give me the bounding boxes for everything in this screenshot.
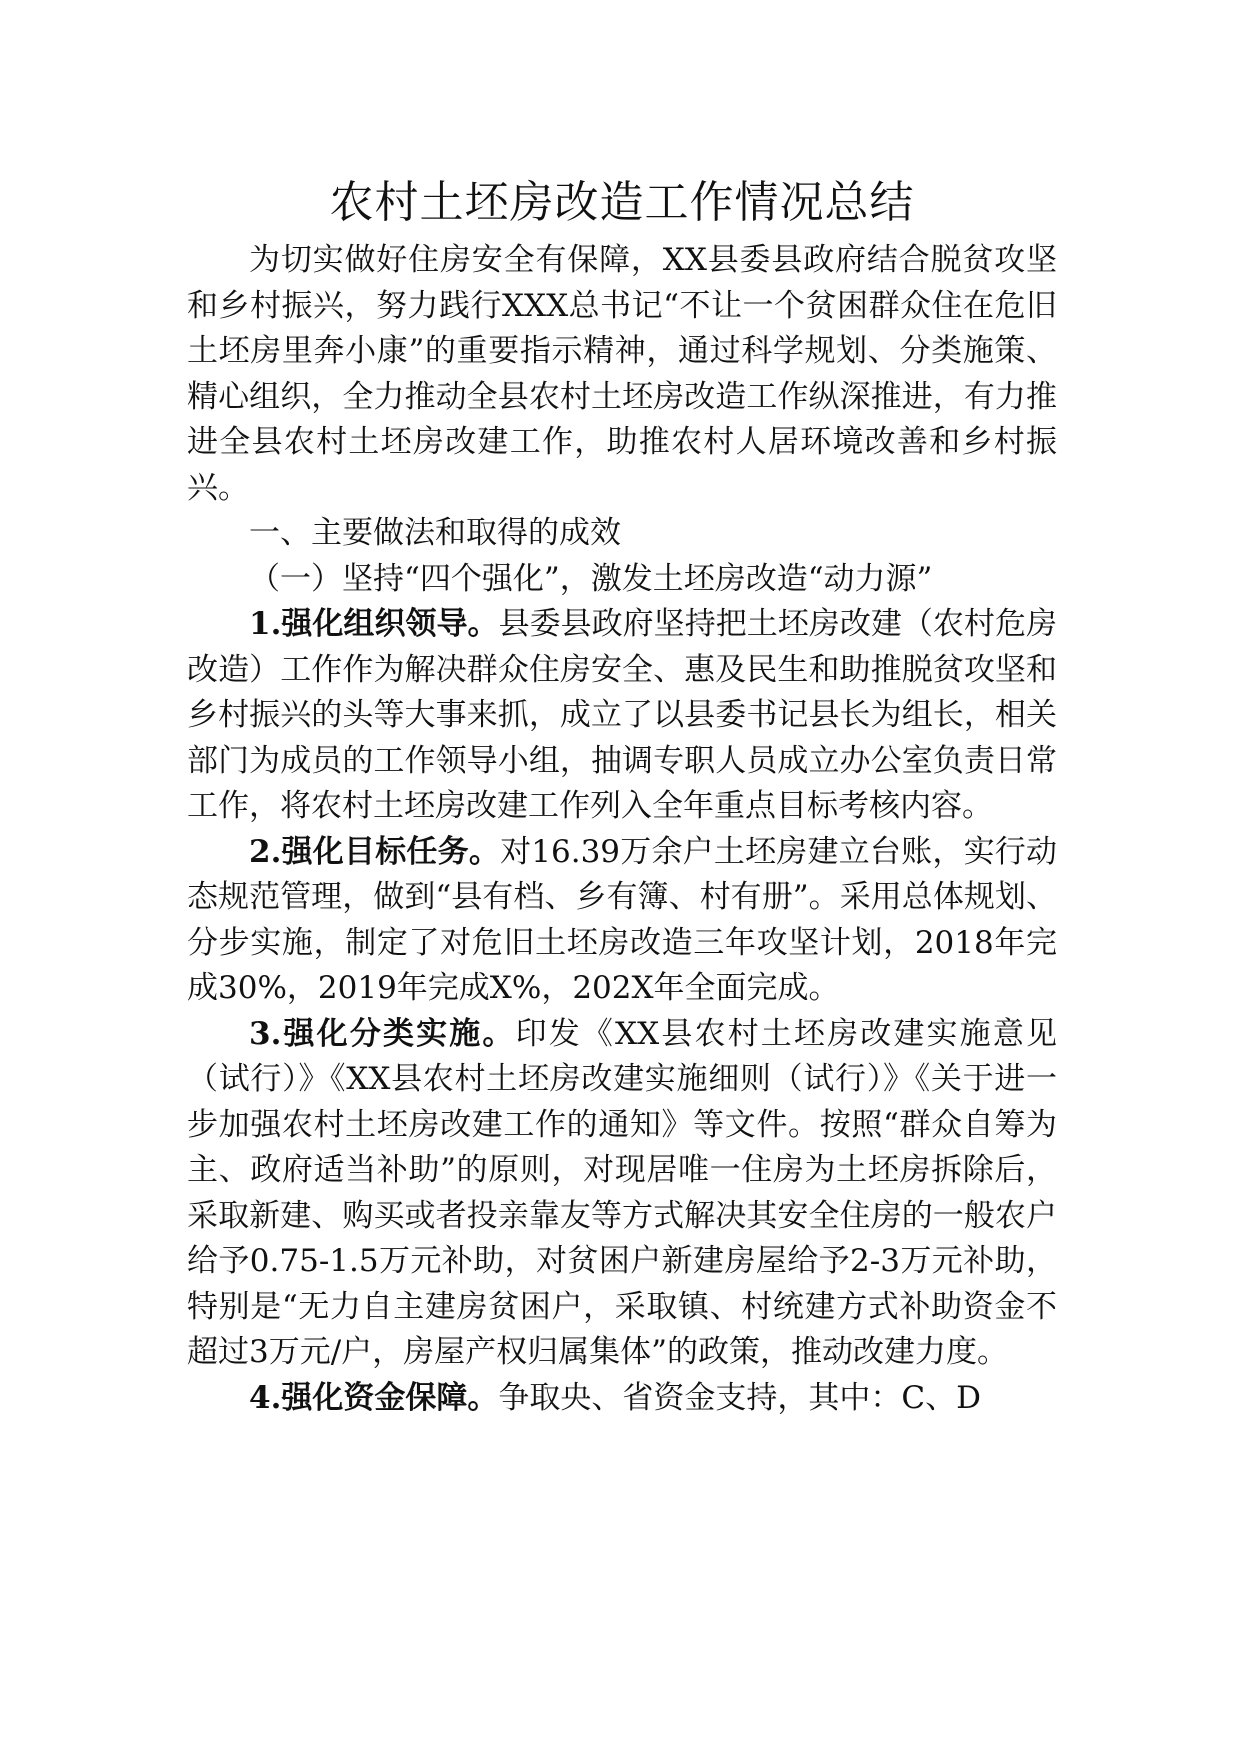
item-text: 县委县政府坚持把土坯房改建（农村危房改造）工作作为解决群众住房安全、惠及民生和助推脱贫攻坚和乡村振兴的头等大事来抓，成立了以县委书记县长为组长，相关部门为成员的工作领导小组，抽调专职人员成立办公室负责日常工作，将农村土坯房改建工作列入全年重点目标考核内容。 — [187, 606, 1057, 824]
intro-paragraph: 为切实做好住房安全有保障，XX县委县政府结合脱贫攻坚和乡村振兴，努力践行XXX总书记“不让一个贫困群众住在危旧土坯房里奔小康”的重要指示精神，通过科学规划、分类施策、精心组织，全力推动全县农村土坯房改造工作纵深推进，有力推进全县农村土坯房改建工作，助推农村人居环境改善和乡村振兴。 — [187, 242, 1057, 506]
section-heading: 一、主要做法和取得的成效 — [249, 515, 621, 551]
item-paragraph-3 — [187, 1012, 1057, 1376]
item-lead: 2.强化目标任务。 — [249, 833, 501, 870]
item-paragraph-1 — [187, 602, 1057, 830]
item-paragraph-4 — [187, 1376, 1057, 1422]
item-text: 对16.39万余户土坯房建立台账，实行动态规范管理，做到“县有档、乡有簿、村有册”。采用总体规划、分步实施，制定了对危旧土坯房改造三年攻坚计划，2018年完成30%，2019年完成X%，202X年全面完成。 — [187, 833, 1057, 1006]
item-lead: 3.强化分类实施。 — [249, 1015, 516, 1052]
subsection-heading: （一）坚持“四个强化”，激发土坯房改造“动力源” — [249, 560, 933, 597]
item-text: 印发《XX县农村土坯房改建实施意见（试行）》《XX县农村土坯房改建实施细则（试行）》《关于进一步加强农村土坯房改建工作的通知》等文件。按照“群众自筹为主、政府适当补助”的原则，对现居唯一住房为土坯房拆除后，采取新建、购买或者投亲靠友等方式解决其安全住房的一般农户给予0.75-1.5万元补助，对贫困户新建房屋给予2-3万元补助，特别是“无力自主建房贫困户，采取镇、村统建方式补助资金不超过3万元/户，房屋产权归属集体”的政策，推动改建力度。 — [187, 1015, 1057, 1370]
item-lead: 4.强化资金保障。 — [249, 1379, 499, 1416]
document-title: 农村土坯房改造工作情况总结 — [329, 177, 915, 228]
item-paragraph-2 — [187, 830, 1057, 1012]
item-lead: 1.强化组织领导。 — [249, 606, 499, 642]
document-page — [187, 168, 1057, 1421]
item-text: 争取央、省资金支持，其中：C、D — [498, 1379, 981, 1416]
